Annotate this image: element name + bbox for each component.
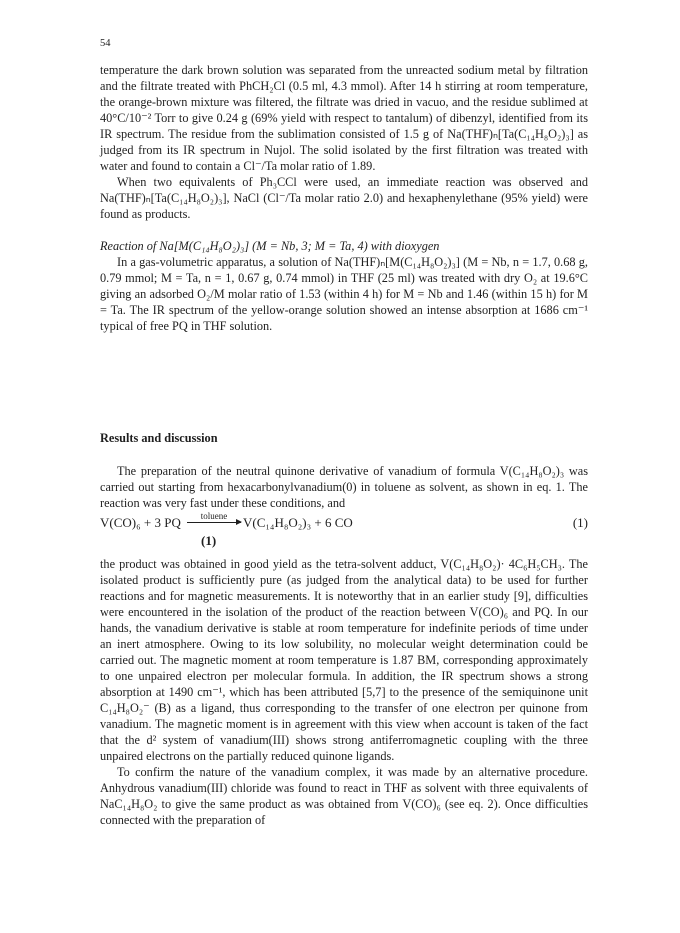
- equation-1: [100, 512, 588, 534]
- equation-number: (1): [572, 515, 588, 530]
- paragraph-dioxygen: In a gas-volumetric apparatus, a solution of Na(THF)ₙ[M(C₁₄H₈O₂)₃] (M = Nb, n = 1.7, 0.68 g, 0.79 mmol; M = Ta, n = 1, 0.67 g, 0.74 mmol) in THF (25 ml) was treated with dry O₂ at 19.6°C giving an adsorbed O₂/M molar ratio of 1.53 (within 4 h) for M = Nb and 1.46 (within 15 h) for M = Ta. The IR spectrum of the yellow-orange solution showed an intense absorption at 1686 cm⁻¹ typical of free PQ in THF solution.: [100, 255, 588, 333]
- paragraph-product: the product was obtained in good yield as the tetra-solvent adduct, V(C₁₄H₈O₂)· 4C₆H₅CH₃. The isolated product is sufficiently pure (as judged from the analytical data) to be used for further reactions and for magnetic measurements. It is noteworthy that in an earlier study [9], difficulties were encountered in the isolation of the product of the reaction between V(CO)₆ and PQ. In our hands, the vanadium derivative is stable at room temperature for indefinite periods of time under an inert atmosphere. Owing to its low solubility, no molecular weight determination could be carried out. The magnetic moment at room temperature is 1.87 BM, corresponding approximately to one unpaired electron per molecular formula. In addition, the IR spectrum shows a strong absorption at 1490 cm⁻¹, which has been attributed [5,7] to the presence of the semiquinone unit C₁₄H₈O₂⁻ (B) as a ligand, thus corresponding to the transfer of one electron per quinone from vanadium. The magnetic moment is in agreement with this view when account is taken of the fact that the d² system of vanadium(III) shows strong antiferromagnetic coupling with the three unpaired electrons on the partially reduced quinone ligands.: [100, 557, 588, 763]
- results-intro: [100, 463, 588, 511]
- paragraph-preparation: The preparation of the neutral quinone derivative of vanadium of formula V(C₁₄H₈O₂)₃ was carried out starting from hexacarbonylvanadium(0) in toluene as solvent, as shown in eq. 1. The reaction was very fast under these conditions, and: [100, 464, 588, 510]
- page-number: 54: [100, 38, 111, 49]
- paragraph-hexaphenylethane: When two equivalents of Ph₃CCl were used, an immediate reaction was observed and Na(THF)ₙ[Ta(C₁₄H₈O₂)₃], NaCl (Cl⁻/Ta molar ratio 2.0) and hexaphenylethane (95% yield) were found as products.: [100, 175, 588, 221]
- subheading-dioxygen: Reaction of Na[M(C₁₄H₈O₂)₃] (M = Nb, 3; M = Ta, 4) with dioxygen: [100, 239, 440, 253]
- section-heading-results: Results and discussion: [100, 431, 218, 445]
- paragraph-dibenzyl: temperature the dark brown solution was separated from the unreacted sodium metal by filtration and the filtrate treated with PhCH₂Cl (0.5 ml, 4.3 mmol). After 14 h stirring at room temperature, the orange-brown mixture was filtered, the filtrate was dried in vacuo, and the residue sublimed at 40°C/10⁻² Torr to give 0.24 g (69% yield with respect to tantalum) of dibenzyl, identified from its IR spectrum. The residue from the sublimation consisted of 1.5 g of Na(THF)ₙ[Ta(C₁₄H₈O₂)₃] as judged from its IR spectrum in Nujol. The solid isolated by the first filtration was treated with water and found to contain a Cl⁻/Ta molar ratio of 1.89.: [100, 63, 588, 173]
- results-body: [100, 556, 588, 828]
- equation-lhs: V(CO)₆ + 3 PQ: [100, 515, 181, 530]
- arrow-line: [187, 522, 241, 523]
- paragraph-confirm: To confirm the nature of the vanadium complex, it was made by an alternative procedure. Anhydrous vanadium(III) chloride was found to react in THF as solvent with three equivalents of NaC₁₄H₈O₂ to give the same product as was obtained from V(CO)₆ (see eq. 2). Once difficulties connected with the preparation of: [100, 765, 588, 827]
- compound-label: (1): [201, 533, 217, 548]
- arrow-label-solvent: toluene: [200, 511, 228, 521]
- reaction-arrow: [187, 512, 241, 523]
- equation-rhs: V(C₁₄H₈O₂)₃ + 6 CO: [243, 515, 353, 530]
- experimental-section-continued: [100, 62, 588, 334]
